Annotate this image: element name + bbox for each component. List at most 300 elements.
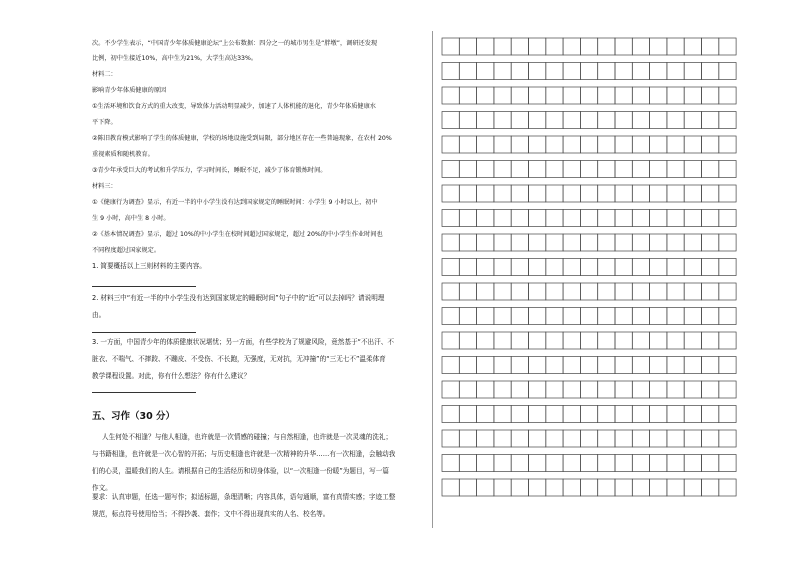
- grid-cell[interactable]: [667, 357, 684, 374]
- grid-cell[interactable]: [598, 210, 615, 227]
- grid-cell[interactable]: [615, 185, 632, 202]
- grid-cell[interactable]: [650, 455, 667, 472]
- grid-cell[interactable]: [494, 136, 511, 153]
- grid-cell[interactable]: [459, 185, 476, 202]
- grid-cell[interactable]: [684, 136, 701, 153]
- grid-cell[interactable]: [598, 63, 615, 80]
- grid-cell[interactable]: [667, 234, 684, 251]
- grid-cell[interactable]: [719, 38, 736, 55]
- grid-cell[interactable]: [477, 332, 494, 349]
- grid-cell[interactable]: [650, 87, 667, 104]
- grid-cell[interactable]: [615, 308, 632, 325]
- grid-cell[interactable]: [511, 308, 528, 325]
- grid-cell[interactable]: [632, 381, 649, 398]
- grid-cell[interactable]: [442, 283, 459, 300]
- grid-cell[interactable]: [719, 210, 736, 227]
- grid-cell[interactable]: [546, 38, 563, 55]
- grid-cell[interactable]: [667, 38, 684, 55]
- grid-cell[interactable]: [615, 161, 632, 178]
- grid-cell[interactable]: [650, 357, 667, 374]
- grid-cell[interactable]: [702, 381, 719, 398]
- grid-cell[interactable]: [494, 112, 511, 129]
- grid-cell[interactable]: [442, 479, 459, 496]
- grid-cell[interactable]: [563, 406, 580, 423]
- grid-cell[interactable]: [477, 430, 494, 447]
- grid-cell[interactable]: [632, 87, 649, 104]
- grid-cell[interactable]: [511, 406, 528, 423]
- grid-cell[interactable]: [615, 357, 632, 374]
- grid-cell[interactable]: [580, 259, 597, 276]
- grid-cell[interactable]: [615, 430, 632, 447]
- grid-cell[interactable]: [563, 479, 580, 496]
- grid-cell[interactable]: [667, 136, 684, 153]
- grid-cell[interactable]: [511, 283, 528, 300]
- grid-cell[interactable]: [580, 479, 597, 496]
- grid-cell[interactable]: [546, 259, 563, 276]
- grid-cell[interactable]: [580, 455, 597, 472]
- grid-cell[interactable]: [598, 112, 615, 129]
- grid-cell[interactable]: [650, 185, 667, 202]
- grid-cell[interactable]: [632, 357, 649, 374]
- grid-cell[interactable]: [719, 136, 736, 153]
- grid-cell[interactable]: [667, 479, 684, 496]
- grid-cell[interactable]: [459, 455, 476, 472]
- grid-cell[interactable]: [442, 332, 459, 349]
- grid-cell[interactable]: [580, 332, 597, 349]
- grid-cell[interactable]: [563, 283, 580, 300]
- grid-cell[interactable]: [563, 136, 580, 153]
- grid-cell[interactable]: [598, 185, 615, 202]
- grid-cell[interactable]: [494, 38, 511, 55]
- grid-cell[interactable]: [546, 357, 563, 374]
- grid-cell[interactable]: [684, 234, 701, 251]
- grid-cell[interactable]: [598, 357, 615, 374]
- grid-cell[interactable]: [650, 381, 667, 398]
- grid-cell[interactable]: [650, 308, 667, 325]
- grid-cell[interactable]: [702, 332, 719, 349]
- grid-cell[interactable]: [719, 430, 736, 447]
- grid-cell[interactable]: [459, 430, 476, 447]
- grid-cell[interactable]: [442, 63, 459, 80]
- grid-cell[interactable]: [632, 259, 649, 276]
- grid-cell[interactable]: [477, 455, 494, 472]
- grid-cell[interactable]: [459, 332, 476, 349]
- grid-cell[interactable]: [494, 234, 511, 251]
- grid-cell[interactable]: [580, 357, 597, 374]
- grid-cell[interactable]: [459, 283, 476, 300]
- grid-cell[interactable]: [546, 283, 563, 300]
- grid-cell[interactable]: [546, 161, 563, 178]
- grid-cell[interactable]: [477, 357, 494, 374]
- grid-cell[interactable]: [650, 430, 667, 447]
- grid-cell[interactable]: [563, 210, 580, 227]
- grid-cell[interactable]: [494, 210, 511, 227]
- grid-cell[interactable]: [598, 283, 615, 300]
- grid-cell[interactable]: [684, 112, 701, 129]
- grid-cell[interactable]: [442, 430, 459, 447]
- grid-cell[interactable]: [667, 185, 684, 202]
- grid-cell[interactable]: [580, 234, 597, 251]
- grid-cell[interactable]: [442, 381, 459, 398]
- grid-cell[interactable]: [702, 112, 719, 129]
- grid-cell[interactable]: [667, 455, 684, 472]
- grid-cell[interactable]: [494, 63, 511, 80]
- grid-cell[interactable]: [632, 406, 649, 423]
- grid-cell[interactable]: [580, 87, 597, 104]
- grid-cell[interactable]: [477, 234, 494, 251]
- grid-cell[interactable]: [477, 283, 494, 300]
- grid-cell[interactable]: [632, 234, 649, 251]
- grid-cell[interactable]: [442, 210, 459, 227]
- grid-cell[interactable]: [719, 87, 736, 104]
- grid-cell[interactable]: [511, 38, 528, 55]
- grid-cell[interactable]: [598, 136, 615, 153]
- grid-cell[interactable]: [719, 332, 736, 349]
- grid-cell[interactable]: [580, 430, 597, 447]
- grid-cell[interactable]: [650, 112, 667, 129]
- grid-cell[interactable]: [442, 185, 459, 202]
- grid-cell[interactable]: [546, 136, 563, 153]
- grid-cell[interactable]: [494, 381, 511, 398]
- grid-cell[interactable]: [459, 357, 476, 374]
- grid-cell[interactable]: [684, 38, 701, 55]
- grid-cell[interactable]: [650, 283, 667, 300]
- grid-cell[interactable]: [667, 259, 684, 276]
- grid-cell[interactable]: [529, 210, 546, 227]
- grid-cell[interactable]: [563, 332, 580, 349]
- grid-cell[interactable]: [598, 479, 615, 496]
- grid-cell[interactable]: [702, 283, 719, 300]
- grid-cell[interactable]: [615, 283, 632, 300]
- grid-cell[interactable]: [546, 406, 563, 423]
- grid-cell[interactable]: [702, 455, 719, 472]
- grid-cell[interactable]: [580, 381, 597, 398]
- grid-cell[interactable]: [684, 332, 701, 349]
- grid-cell[interactable]: [719, 381, 736, 398]
- grid-cell[interactable]: [511, 479, 528, 496]
- grid-cell[interactable]: [684, 259, 701, 276]
- grid-cell[interactable]: [702, 87, 719, 104]
- grid-cell[interactable]: [563, 357, 580, 374]
- grid-cell[interactable]: [546, 210, 563, 227]
- grid-cell[interactable]: [684, 185, 701, 202]
- grid-cell[interactable]: [632, 479, 649, 496]
- grid-cell[interactable]: [632, 332, 649, 349]
- grid-cell[interactable]: [598, 87, 615, 104]
- grid-cell[interactable]: [529, 38, 546, 55]
- grid-cell[interactable]: [511, 136, 528, 153]
- grid-cell[interactable]: [459, 308, 476, 325]
- grid-cell[interactable]: [719, 406, 736, 423]
- grid-cell[interactable]: [598, 430, 615, 447]
- grid-cell[interactable]: [650, 332, 667, 349]
- grid-cell[interactable]: [650, 259, 667, 276]
- grid-cell[interactable]: [459, 63, 476, 80]
- grid-cell[interactable]: [650, 63, 667, 80]
- grid-cell[interactable]: [459, 161, 476, 178]
- grid-cell[interactable]: [667, 332, 684, 349]
- grid-cell[interactable]: [580, 63, 597, 80]
- grid-cell[interactable]: [632, 308, 649, 325]
- grid-cell[interactable]: [511, 357, 528, 374]
- grid-cell[interactable]: [684, 308, 701, 325]
- grid-cell[interactable]: [580, 38, 597, 55]
- grid-cell[interactable]: [632, 210, 649, 227]
- grid-cell[interactable]: [667, 87, 684, 104]
- grid-cell[interactable]: [459, 38, 476, 55]
- grid-cell[interactable]: [580, 136, 597, 153]
- grid-cell[interactable]: [459, 479, 476, 496]
- grid-cell[interactable]: [667, 161, 684, 178]
- grid-cell[interactable]: [632, 430, 649, 447]
- grid-cell[interactable]: [511, 161, 528, 178]
- grid-cell[interactable]: [650, 136, 667, 153]
- grid-cell[interactable]: [615, 381, 632, 398]
- grid-cell[interactable]: [529, 283, 546, 300]
- grid-cell[interactable]: [684, 406, 701, 423]
- grid-cell[interactable]: [702, 308, 719, 325]
- grid-cell[interactable]: [494, 259, 511, 276]
- grid-cell[interactable]: [563, 38, 580, 55]
- grid-cell[interactable]: [546, 87, 563, 104]
- grid-cell[interactable]: [494, 357, 511, 374]
- grid-cell[interactable]: [442, 234, 459, 251]
- grid-cell[interactable]: [442, 259, 459, 276]
- grid-cell[interactable]: [598, 259, 615, 276]
- grid-cell[interactable]: [702, 234, 719, 251]
- grid-cell[interactable]: [615, 63, 632, 80]
- grid-cell[interactable]: [529, 185, 546, 202]
- grid-cell[interactable]: [615, 136, 632, 153]
- grid-cell[interactable]: [615, 406, 632, 423]
- grid-cell[interactable]: [667, 210, 684, 227]
- grid-cell[interactable]: [477, 381, 494, 398]
- grid-cell[interactable]: [529, 308, 546, 325]
- grid-cell[interactable]: [615, 259, 632, 276]
- grid-cell[interactable]: [632, 161, 649, 178]
- grid-cell[interactable]: [477, 112, 494, 129]
- grid-cell[interactable]: [719, 234, 736, 251]
- grid-cell[interactable]: [702, 38, 719, 55]
- grid-cell[interactable]: [580, 283, 597, 300]
- grid-cell[interactable]: [719, 112, 736, 129]
- grid-cell[interactable]: [477, 406, 494, 423]
- grid-cell[interactable]: [702, 259, 719, 276]
- grid-cell[interactable]: [702, 357, 719, 374]
- grid-cell[interactable]: [563, 112, 580, 129]
- grid-cell[interactable]: [442, 136, 459, 153]
- grid-cell[interactable]: [632, 283, 649, 300]
- grid-cell[interactable]: [546, 112, 563, 129]
- grid-cell[interactable]: [494, 430, 511, 447]
- grid-cell[interactable]: [719, 161, 736, 178]
- grid-cell[interactable]: [650, 234, 667, 251]
- grid-cell[interactable]: [442, 357, 459, 374]
- grid-cell[interactable]: [667, 308, 684, 325]
- grid-cell[interactable]: [477, 308, 494, 325]
- grid-cell[interactable]: [529, 234, 546, 251]
- grid-cell[interactable]: [684, 87, 701, 104]
- grid-cell[interactable]: [477, 87, 494, 104]
- grid-cell[interactable]: [511, 210, 528, 227]
- grid-cell[interactable]: [632, 38, 649, 55]
- grid-cell[interactable]: [511, 430, 528, 447]
- grid-cell[interactable]: [650, 406, 667, 423]
- grid-cell[interactable]: [702, 430, 719, 447]
- grid-cell[interactable]: [511, 455, 528, 472]
- grid-cell[interactable]: [598, 234, 615, 251]
- grid-cell[interactable]: [442, 406, 459, 423]
- grid-cell[interactable]: [719, 357, 736, 374]
- grid-cell[interactable]: [563, 185, 580, 202]
- grid-cell[interactable]: [632, 63, 649, 80]
- grid-cell[interactable]: [511, 259, 528, 276]
- grid-cell[interactable]: [563, 234, 580, 251]
- grid-cell[interactable]: [459, 112, 476, 129]
- grid-cell[interactable]: [442, 455, 459, 472]
- grid-cell[interactable]: [494, 479, 511, 496]
- grid-cell[interactable]: [650, 210, 667, 227]
- grid-cell[interactable]: [459, 87, 476, 104]
- grid-cell[interactable]: [684, 161, 701, 178]
- grid-cell[interactable]: [667, 406, 684, 423]
- grid-cell[interactable]: [442, 308, 459, 325]
- grid-cell[interactable]: [719, 283, 736, 300]
- grid-cell[interactable]: [529, 87, 546, 104]
- grid-cell[interactable]: [442, 161, 459, 178]
- grid-cell[interactable]: [459, 234, 476, 251]
- grid-cell[interactable]: [598, 381, 615, 398]
- grid-cell[interactable]: [529, 406, 546, 423]
- grid-cell[interactable]: [667, 112, 684, 129]
- grid-cell[interactable]: [702, 136, 719, 153]
- grid-cell[interactable]: [632, 185, 649, 202]
- grid-cell[interactable]: [563, 381, 580, 398]
- grid-cell[interactable]: [580, 161, 597, 178]
- grid-cell[interactable]: [719, 308, 736, 325]
- grid-cell[interactable]: [529, 381, 546, 398]
- grid-cell[interactable]: [563, 430, 580, 447]
- grid-cell[interactable]: [494, 406, 511, 423]
- grid-cell[interactable]: [546, 455, 563, 472]
- grid-cell[interactable]: [563, 63, 580, 80]
- grid-cell[interactable]: [563, 308, 580, 325]
- grid-cell[interactable]: [684, 479, 701, 496]
- grid-cell[interactable]: [598, 455, 615, 472]
- grid-cell[interactable]: [494, 308, 511, 325]
- grid-cell[interactable]: [494, 161, 511, 178]
- grid-cell[interactable]: [494, 185, 511, 202]
- grid-cell[interactable]: [494, 332, 511, 349]
- grid-cell[interactable]: [684, 381, 701, 398]
- grid-cell[interactable]: [442, 87, 459, 104]
- grid-cell[interactable]: [615, 455, 632, 472]
- grid-cell[interactable]: [632, 112, 649, 129]
- grid-cell[interactable]: [650, 479, 667, 496]
- grid-cell[interactable]: [477, 63, 494, 80]
- grid-cell[interactable]: [650, 38, 667, 55]
- grid-cell[interactable]: [546, 479, 563, 496]
- grid-cell[interactable]: [529, 479, 546, 496]
- grid-cell[interactable]: [459, 136, 476, 153]
- grid-cell[interactable]: [529, 136, 546, 153]
- grid-cell[interactable]: [477, 259, 494, 276]
- grid-cell[interactable]: [684, 63, 701, 80]
- grid-cell[interactable]: [459, 210, 476, 227]
- grid-cell[interactable]: [494, 283, 511, 300]
- grid-cell[interactable]: [529, 357, 546, 374]
- grid-cell[interactable]: [702, 161, 719, 178]
- grid-cell[interactable]: [511, 87, 528, 104]
- grid-cell[interactable]: [529, 112, 546, 129]
- grid-cell[interactable]: [702, 479, 719, 496]
- grid-cell[interactable]: [511, 381, 528, 398]
- grid-cell[interactable]: [529, 455, 546, 472]
- grid-cell[interactable]: [546, 381, 563, 398]
- grid-cell[interactable]: [615, 210, 632, 227]
- grid-cell[interactable]: [684, 283, 701, 300]
- grid-cell[interactable]: [563, 87, 580, 104]
- grid-cell[interactable]: [615, 234, 632, 251]
- grid-cell[interactable]: [632, 455, 649, 472]
- grid-cell[interactable]: [442, 38, 459, 55]
- grid-cell[interactable]: [702, 185, 719, 202]
- grid-cell[interactable]: [684, 430, 701, 447]
- grid-cell[interactable]: [494, 455, 511, 472]
- grid-cell[interactable]: [477, 479, 494, 496]
- grid-cell[interactable]: [702, 63, 719, 80]
- grid-cell[interactable]: [667, 63, 684, 80]
- grid-cell[interactable]: [563, 161, 580, 178]
- grid-cell[interactable]: [529, 430, 546, 447]
- grid-cell[interactable]: [719, 185, 736, 202]
- grid-cell[interactable]: [719, 455, 736, 472]
- grid-cell[interactable]: [529, 63, 546, 80]
- grid-cell[interactable]: [615, 38, 632, 55]
- grid-cell[interactable]: [563, 455, 580, 472]
- grid-cell[interactable]: [719, 259, 736, 276]
- grid-cell[interactable]: [494, 87, 511, 104]
- grid-cell[interactable]: [477, 136, 494, 153]
- grid-cell[interactable]: [511, 63, 528, 80]
- grid-cell[interactable]: [459, 259, 476, 276]
- grid-cell[interactable]: [667, 430, 684, 447]
- grid-cell[interactable]: [719, 479, 736, 496]
- grid-cell[interactable]: [477, 38, 494, 55]
- grid-cell[interactable]: [580, 308, 597, 325]
- grid-cell[interactable]: [546, 308, 563, 325]
- grid-cell[interactable]: [580, 112, 597, 129]
- grid-cell[interactable]: [477, 210, 494, 227]
- grid-cell[interactable]: [529, 161, 546, 178]
- grid-cell[interactable]: [702, 210, 719, 227]
- grid-cell[interactable]: [546, 234, 563, 251]
- grid-cell[interactable]: [546, 185, 563, 202]
- grid-cell[interactable]: [615, 479, 632, 496]
- grid-cell[interactable]: [598, 332, 615, 349]
- grid-cell[interactable]: [650, 161, 667, 178]
- grid-cell[interactable]: [598, 308, 615, 325]
- grid-cell[interactable]: [511, 185, 528, 202]
- grid-cell[interactable]: [477, 161, 494, 178]
- grid-cell[interactable]: [684, 210, 701, 227]
- grid-cell[interactable]: [684, 455, 701, 472]
- grid-cell[interactable]: [459, 381, 476, 398]
- grid-cell[interactable]: [546, 63, 563, 80]
- grid-cell[interactable]: [615, 112, 632, 129]
- grid-cell[interactable]: [511, 332, 528, 349]
- grid-cell[interactable]: [667, 283, 684, 300]
